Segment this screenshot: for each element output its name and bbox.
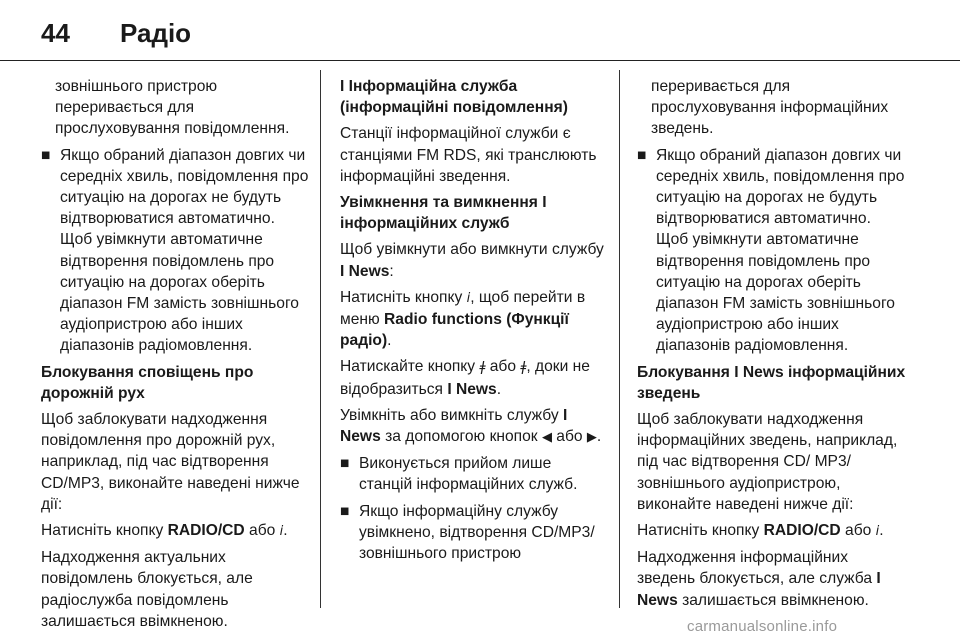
page-number: 44	[41, 18, 70, 48]
menu-item-name: I News	[447, 380, 497, 398]
section-heading: Блокування сповіщень про дорожній рух	[41, 363, 254, 402]
paragraph: Натисніть кнопку RADIO/CD або i.	[637, 522, 884, 540]
bullet-text: Виконується прийом лише станцій інформаційних служб.	[359, 455, 578, 494]
paragraph: Натисніть кнопку i, щоб перейти в меню Radio functions (Функції радіо).	[340, 288, 586, 350]
bullet-text: Якщо інформаційну службу увімкнено, відтворення CD/MP3/ зовнішнього пристрою	[359, 502, 595, 563]
bullet-text: Якщо обраний діапазон довгих чи середніх хвиль, повідомлення про ситуацію на дорогах не будуть відтворюватися автоматично. Щоб увімкнути автоматичне відтворення повідомлень про ситуацію на дорогах оберіть діапазон FM замість зовнішнього аудіопристрою або інших діапазонів радіомовлення.	[656, 146, 905, 355]
watermark: carmanualsonline.info	[687, 618, 838, 635]
page-title: Радіо	[120, 18, 192, 48]
info-icon: i	[466, 290, 471, 306]
bullet-marker: ■	[340, 455, 350, 473]
menu-item-name: I News	[340, 406, 568, 446]
header-rule	[0, 60, 960, 61]
paragraph: Надходження актуальних повідомлень блокується, але радіослужба повідомлень залишається ввімкненою.	[41, 549, 253, 630]
info-icon: i	[279, 524, 284, 540]
column-divider-1	[320, 70, 321, 608]
menu-name: Radio functions (Функції радіо)	[340, 311, 569, 350]
button-name: RADIO/CD	[763, 522, 841, 540]
column-2	[340, 76, 608, 569]
paragraph: Станції інформаційної служби є станціями FM RDS, які транслюють інформаційні зведення.	[340, 125, 597, 185]
paragraph: Натискайте кнопку ǂ або ǂ, доки не відобразиться I News.	[340, 358, 590, 398]
button-name: RADIO/CD	[167, 522, 245, 540]
page-header	[41, 18, 191, 48]
menu-item-name: I News	[340, 262, 390, 280]
bullet-marker: ■	[340, 502, 350, 520]
menu-item-name: I News	[637, 570, 881, 609]
seek-up-icon: ǂ	[479, 360, 486, 376]
column-1	[41, 76, 311, 637]
bullet-item	[41, 145, 311, 357]
paragraph: Надходження інформаційних зведень блокується, але служба I News залишається ввімкненою.	[637, 549, 881, 609]
bullet-marker: ■	[637, 146, 647, 164]
paragraph: Увімкніть або вимкніть службу I News за допомогою кнопок ◀ або ▶.	[340, 406, 602, 446]
section-heading: I Інформаційна служба (інформаційні повідомлення)	[340, 78, 568, 117]
paragraph: Щоб заблокувати надходження інформаційних зведень, наприклад, під час відтворення CD/ MP3/зовнішнього аудіопристрою, виконайте наведені нижче дії:	[637, 411, 898, 513]
right-arrow-icon: ▶	[586, 430, 597, 446]
paragraph: Натисніть кнопку RADIO/CD або i.	[41, 522, 288, 540]
paragraph: зовнішнього пристрою переривається для прослуховування повідомлення.	[55, 78, 290, 138]
bullet-item	[340, 501, 608, 565]
column-divider-2	[619, 70, 620, 608]
section-heading: Увімкнення та вимкнення І інформаційних служб	[340, 194, 547, 233]
bullet-marker: ■	[41, 146, 51, 164]
bullet-item	[340, 453, 608, 495]
bullet-text: Якщо обраний діапазон довгих чи середніх хвиль, повідомлення про ситуацію на дорогах не будуть відтворюватися автоматично. Щоб увімкнути автоматичне відтворення повідомлень про ситуацію на дорогах оберіть діапазон FM замість зовнішнього аудіопристрою або інших діапазонів радіомовлення.	[60, 146, 309, 355]
column-3	[637, 76, 907, 616]
paragraph: переривається для прослуховування інформаційних зведень.	[651, 78, 889, 138]
paragraph: Щоб увімкнути або вимкнути службу I News:	[340, 241, 604, 280]
left-arrow-icon: ◀	[541, 430, 552, 446]
paragraph: Щоб заблокувати надходження повідомлення про дорожній рух, наприклад, під час відтворення CD/MP3, виконайте наведені нижче дії:	[41, 411, 300, 513]
info-icon: i	[875, 524, 880, 540]
seek-down-icon: ǂ	[520, 360, 527, 376]
bullet-item	[637, 145, 907, 357]
section-heading: Блокування I News інформаційних зведень	[637, 363, 906, 402]
